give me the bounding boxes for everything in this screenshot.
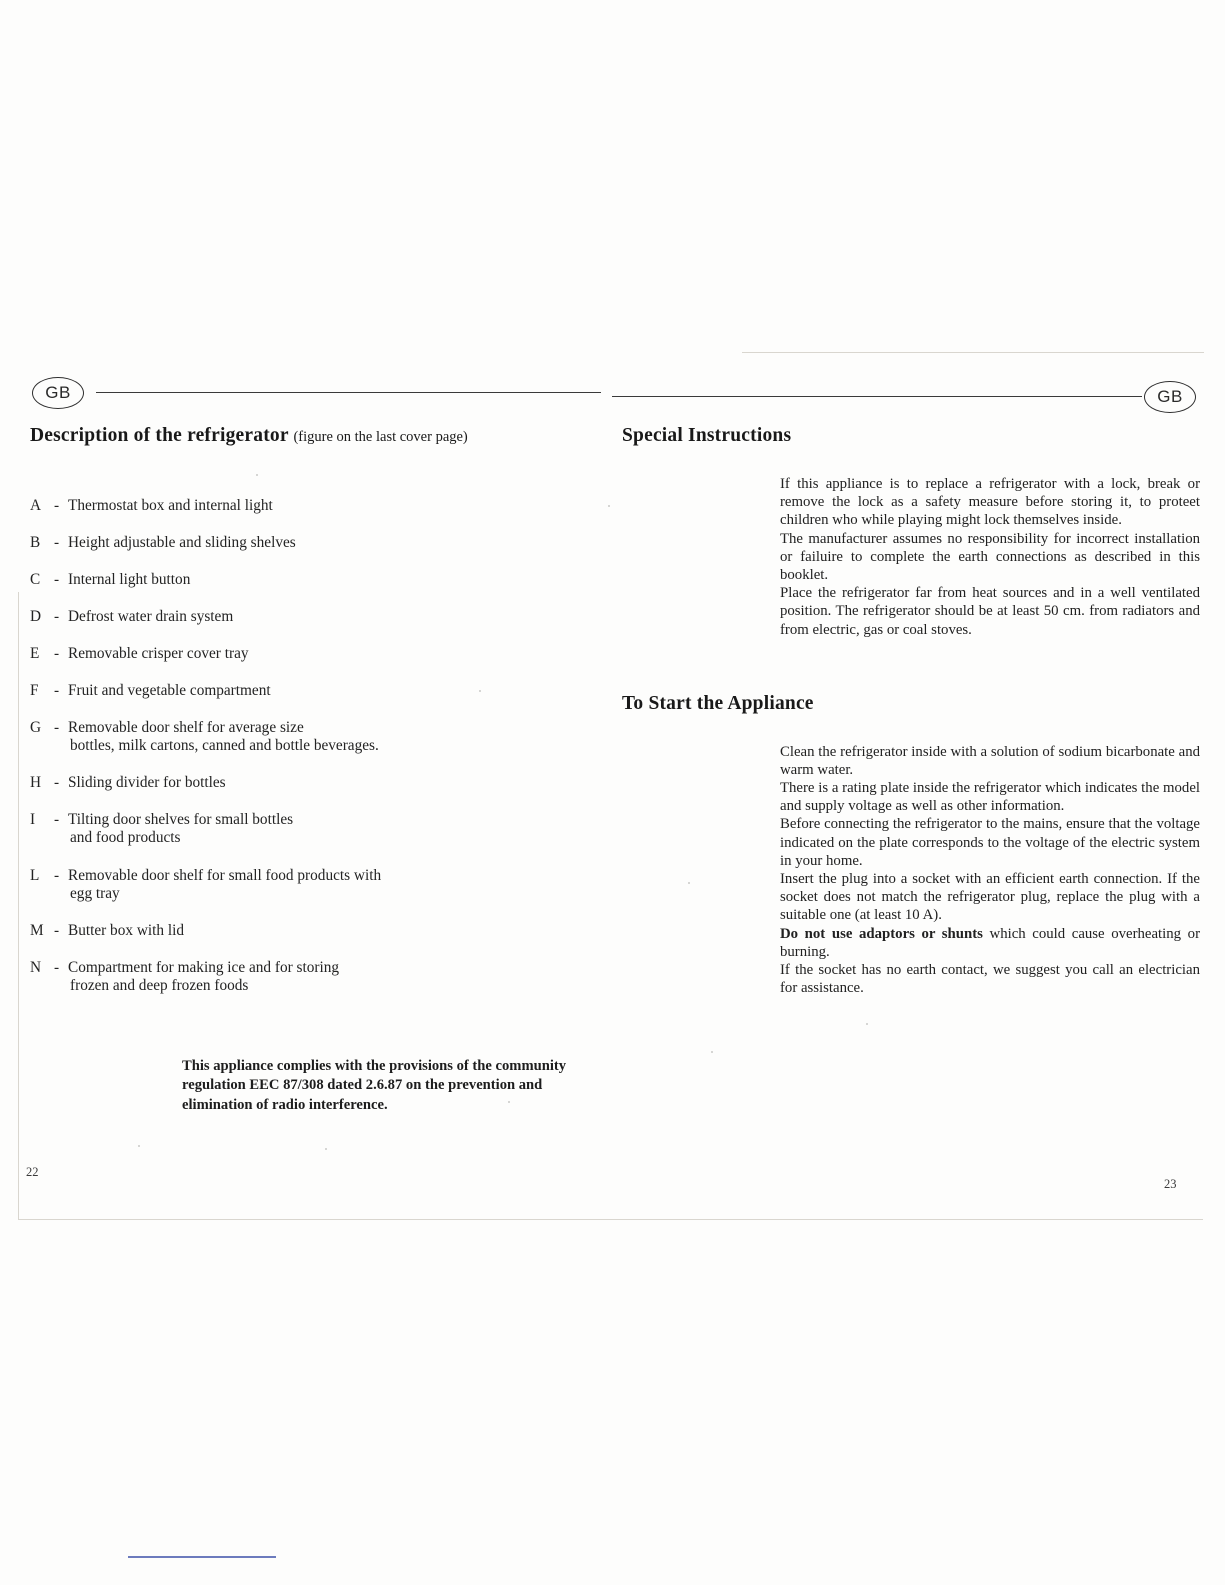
scan-speck bbox=[138, 1145, 140, 1147]
list-item bbox=[30, 571, 590, 589]
part-key: D bbox=[30, 608, 42, 626]
part-text: Removable crisper cover tray bbox=[68, 645, 249, 663]
right-page-column bbox=[622, 425, 1202, 997]
header-rule-left bbox=[96, 392, 601, 393]
section-title-special-instructions: Special Instructions bbox=[622, 425, 792, 446]
part-text: Height adjustable and sliding shelves bbox=[68, 534, 296, 552]
scan-edge-bottom bbox=[18, 1219, 1203, 1220]
part-dash: - bbox=[54, 958, 60, 976]
scan-speck bbox=[256, 474, 258, 476]
paragraph: Place the refrigerator far from heat sources and in a well ventilated position. The refrigerator should be at least 50 cm. from radiators and from electric, gas or coal stoves. bbox=[780, 585, 1200, 638]
part-key: H bbox=[30, 774, 42, 792]
part-text: Butter box with lid bbox=[68, 921, 184, 939]
paragraph: There is a rating plate inside the refrigerator which indicates the model and supply voltage as well as other information. bbox=[780, 780, 1200, 815]
list-item bbox=[30, 811, 590, 847]
compliance-note: This appliance complies with the provisions of the community regulation EEC 87/308 dated 2.6.87 on the prevention and elimination of radio interference. bbox=[182, 1057, 567, 1113]
part-key: C bbox=[30, 571, 41, 589]
part-dash: - bbox=[54, 571, 60, 589]
parts-list bbox=[30, 497, 590, 995]
part-dash: - bbox=[54, 866, 60, 884]
part-text: Fruit and vegetable compartment bbox=[68, 682, 271, 700]
paragraph: Before connecting the refrigerator to the mains, ensure that the voltage indicated on the plate corresponds to the voltage of the electric system in your home. bbox=[780, 816, 1200, 869]
part-text-line2: egg tray bbox=[70, 884, 120, 902]
section-title-text: Description of the refrigerator bbox=[30, 425, 289, 446]
list-item bbox=[30, 534, 590, 552]
part-key: E bbox=[30, 645, 40, 663]
blue-margin-mark bbox=[128, 1556, 276, 1558]
part-dash: - bbox=[54, 774, 60, 792]
paragraph: Clean the refrigerator inside with a solution of sodium bicarbonate and warm water. bbox=[780, 743, 1200, 778]
scan-edge-left bbox=[18, 592, 19, 1219]
part-text-line1: Removable door shelf for average size bbox=[68, 719, 304, 737]
scan-speck bbox=[508, 1101, 510, 1103]
part-dash: - bbox=[54, 719, 60, 737]
list-item bbox=[30, 497, 590, 515]
part-key: G bbox=[30, 719, 42, 737]
part-text: Defrost water drain system bbox=[68, 608, 234, 626]
paragraph: The manufacturer assumes no responsibility for incorrect installation or failuire to complete the earth connections as described in this booklet. bbox=[780, 530, 1200, 583]
part-text: Thermostat box and internal light bbox=[68, 497, 273, 514]
part-text bbox=[68, 959, 590, 995]
paragraph: If the socket has no earth contact, we suggest you call an electrician for assistance. bbox=[780, 961, 1200, 997]
to-start-appliance-body bbox=[780, 743, 1200, 998]
part-dash: - bbox=[54, 534, 60, 552]
scan-speck bbox=[608, 505, 610, 507]
part-dash: - bbox=[54, 682, 60, 700]
section-title-note: (figure on the last cover page) bbox=[293, 429, 468, 445]
language-badge-right: GB bbox=[1144, 381, 1196, 413]
scan-speck bbox=[688, 882, 690, 884]
part-key: I bbox=[30, 811, 36, 829]
scan-speck bbox=[711, 1051, 713, 1053]
part-key: F bbox=[30, 682, 39, 700]
warning-tail: which could cause overheating or burning. bbox=[780, 925, 1200, 960]
section-title-to-start-the-appliance: To Start the Appliance bbox=[622, 692, 814, 714]
list-item bbox=[30, 645, 590, 663]
part-dash: - bbox=[54, 921, 60, 939]
scan-speck bbox=[479, 690, 481, 692]
part-key: B bbox=[30, 534, 41, 552]
part-text-line2: and food products bbox=[70, 829, 181, 847]
part-key: A bbox=[30, 497, 42, 514]
scan-speck bbox=[866, 1023, 868, 1025]
part-text-line2: bottles, milk cartons, canned and bottle beverages. bbox=[70, 737, 379, 755]
part-text-line1: Tilting door shelves for small bottles bbox=[68, 811, 294, 829]
page-number-right: 23 bbox=[1164, 1177, 1177, 1191]
list-item bbox=[30, 608, 590, 626]
page-number-left: 22 bbox=[26, 1165, 39, 1179]
part-text: Sliding divider for bottles bbox=[68, 774, 226, 792]
section-title-description bbox=[30, 425, 590, 447]
list-item bbox=[30, 774, 590, 792]
paragraph-adaptors-warning bbox=[780, 925, 1200, 961]
part-text-line1: Compartment for making ice and for storing bbox=[68, 958, 340, 976]
part-text: Internal light button bbox=[68, 571, 191, 589]
part-key: M bbox=[30, 921, 44, 939]
list-item bbox=[30, 867, 590, 903]
part-text-line2: frozen and deep frozen foods bbox=[70, 976, 249, 994]
list-item bbox=[30, 682, 590, 700]
special-instructions-body bbox=[780, 475, 1200, 639]
scan-edge-top-right bbox=[742, 352, 1204, 353]
part-dash: - bbox=[54, 645, 60, 663]
language-badge-left: GB bbox=[32, 377, 84, 409]
part-key: N bbox=[30, 958, 42, 976]
paragraph: Insert the plug into a socket with an efficient earth connection. If the socket does not match the refrigerator plug, replace the plug with a suitable one (at least 10 A). bbox=[780, 871, 1200, 924]
list-item bbox=[30, 959, 590, 995]
part-text bbox=[68, 811, 590, 847]
warning-bold-lead: Do not use adaptors or shunts bbox=[780, 925, 983, 942]
part-key: L bbox=[30, 866, 40, 884]
scan-speck bbox=[325, 1148, 327, 1150]
part-text-line1: Removable door shelf for small food products with bbox=[68, 866, 382, 884]
part-dash: - bbox=[54, 608, 60, 626]
part-dash: - bbox=[54, 497, 60, 514]
part-text bbox=[68, 719, 590, 755]
paragraph: If this appliance is to replace a refrigerator with a lock, break or remove the lock as a safety measure before storing it, to proteet children who while playing might lock themselves inside. bbox=[780, 476, 1200, 529]
part-dash: - bbox=[54, 811, 60, 829]
part-text bbox=[68, 867, 590, 903]
header-rule-right bbox=[612, 396, 1142, 397]
left-page-column bbox=[30, 425, 590, 1115]
list-item bbox=[30, 922, 590, 940]
list-item bbox=[30, 719, 590, 755]
